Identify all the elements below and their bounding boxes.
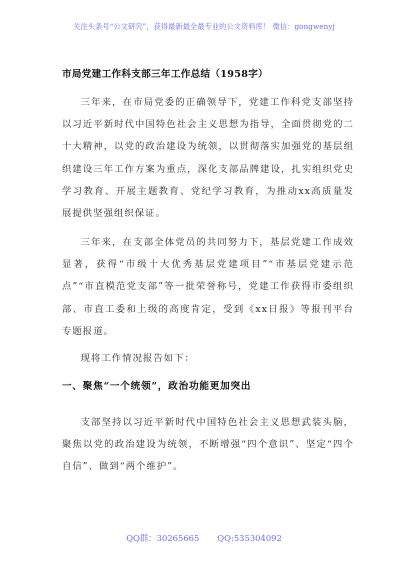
document-title: 市局党建工作科支部三年工作总结（1958字） <box>62 69 268 80</box>
promo-banner: 关注头条号“公文研究”，获得最新最全最专业的公文资料库！ 微信：gongwenyj <box>73 22 335 31</box>
paragraph-intro: 三年来，在市局党委的正确领导下，党建工作科党支部坚持以习近平新时代中国特色社会主义思想为指导，全面贯彻党的二十大精神，以党的政治建设为统领，以贯彻落实加强党的基层组织建设三年工作方案为重点，深化支部品牌建设，扎实组织党史学习教育、开展主题教育、党纪学习教育，为推动xx高质量发展提供坚强组织保证。 <box>62 97 354 220</box>
paragraph-section-1: 支部坚持以习近平新时代中国特色社会主义思想武装头脑，聚焦以党的政治建设为统领，不断增强“四个意识”、坚定“四个自信”、做到“两个维护”。 <box>62 417 354 473</box>
contact-footer <box>0 532 408 544</box>
paragraph-report-lead: 现将工作情况报告如下： <box>80 353 195 364</box>
qq-group-text: QQ群：30265665 <box>126 533 200 543</box>
paragraph-achievements: 三年来，在支部全体党员的共同努力下，基层党建工作成效显著，获得“市级十大优秀基层党建项目”“市基层党建示范点”“市直模范党支部”等一批荣誉称号，党建工作获得市委组织部、市直工委和上级的高度肯定，受到《xx日报》等报刊平台专题报道。 <box>62 237 354 337</box>
section-heading-1: 一、聚焦“一个统领”，政治功能更加突出 <box>62 381 252 392</box>
qq-number-text: QQ:535304092 <box>217 533 282 543</box>
